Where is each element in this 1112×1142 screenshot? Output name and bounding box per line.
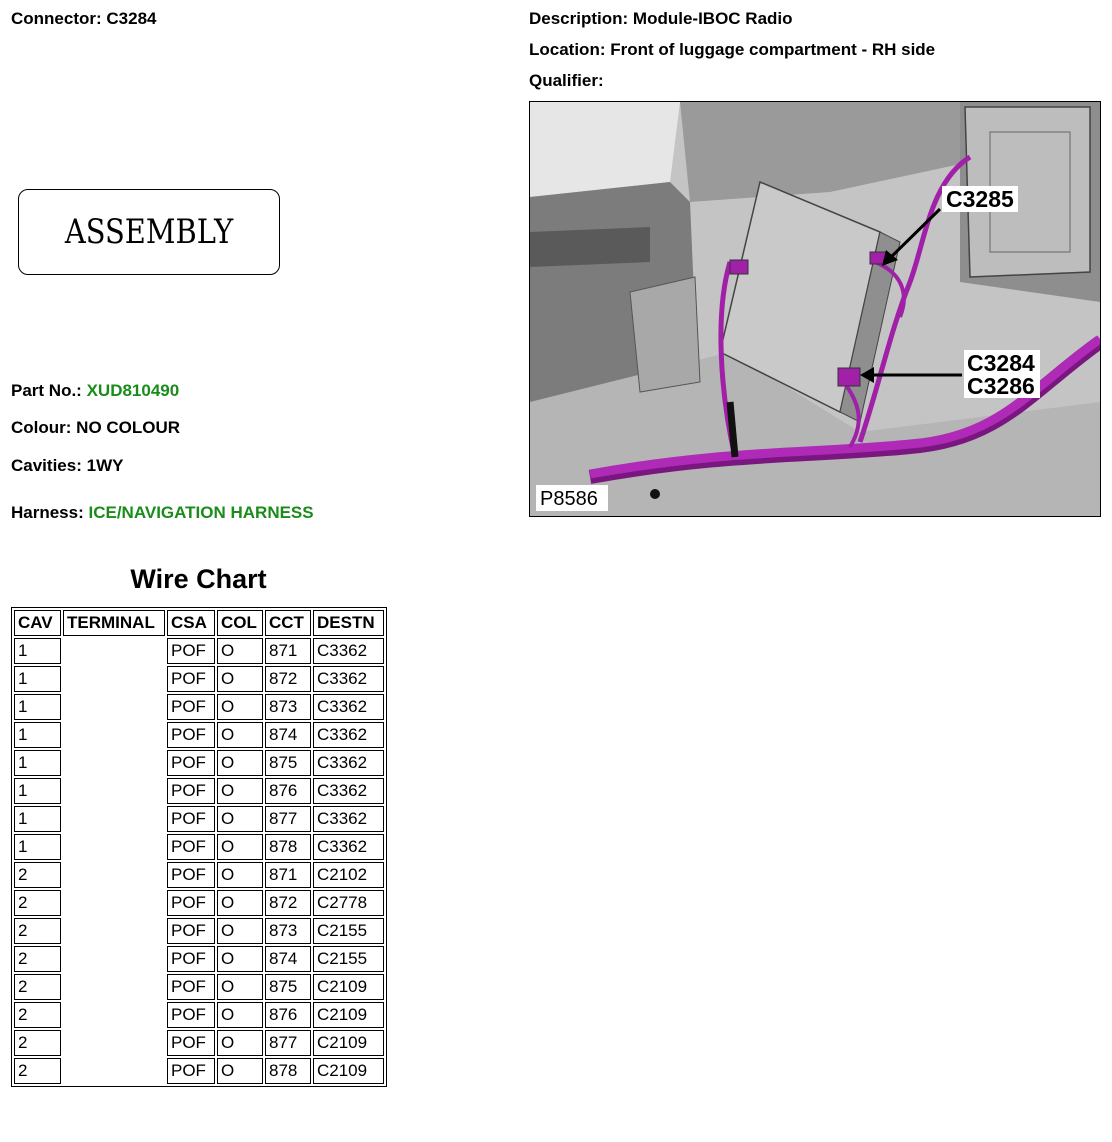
destn-cell: C2778 <box>313 890 384 916</box>
col-cell: O <box>217 778 263 804</box>
col-cell: O <box>217 1030 263 1056</box>
destn-cell: C2109 <box>313 1030 384 1056</box>
wire-chart-table <box>11 607 387 1087</box>
destn-cell: C2102 <box>313 862 384 888</box>
cct-cell: 871 <box>265 638 311 664</box>
destn-cell: C3362 <box>313 666 384 692</box>
header-col: COL <box>217 610 263 636</box>
cct-cell: 874 <box>265 946 311 972</box>
wire-chart-body <box>14 638 384 1084</box>
colour-label: Colour: <box>11 418 72 437</box>
connector-value: C3284 <box>106 9 157 28</box>
destn-cell: C3362 <box>313 750 384 776</box>
header-terminal: TERMINAL <box>63 610 165 636</box>
cct-cell: 876 <box>265 778 311 804</box>
destn-cell: C2109 <box>313 974 384 1000</box>
csa-cell: POF <box>167 1030 215 1056</box>
col-cell: O <box>217 694 263 720</box>
cct-cell: 876 <box>265 1002 311 1028</box>
description-line <box>529 9 793 29</box>
destn-cell: C3362 <box>313 778 384 804</box>
table-row <box>14 638 384 664</box>
trim-slot <box>530 227 650 267</box>
location-illustration <box>530 102 1100 516</box>
cct-cell: 874 <box>265 722 311 748</box>
wire-chart-header-row <box>14 610 384 636</box>
cav-cell: 1 <box>14 694 61 720</box>
part-no-link[interactable]: XUD810490 <box>86 381 180 400</box>
c3284-label: C3284 <box>967 350 1035 376</box>
harness-label: Harness: <box>11 503 84 522</box>
cav-cell: 1 <box>14 778 61 804</box>
cavities-value: 1WY <box>86 456 124 475</box>
csa-cell: POF <box>167 1058 215 1084</box>
csa-cell: POF <box>167 750 215 776</box>
location-label: Location: <box>529 40 606 59</box>
col-cell: O <box>217 638 263 664</box>
col-cell: O <box>217 666 263 692</box>
destn-cell: C3362 <box>313 834 384 860</box>
location-photo <box>529 101 1101 517</box>
cav-cell: 1 <box>14 750 61 776</box>
col-cell: O <box>217 946 263 972</box>
csa-cell: POF <box>167 974 215 1000</box>
csa-cell: POF <box>167 890 215 916</box>
c3284-connector <box>838 368 860 386</box>
col-cell: O <box>217 1058 263 1084</box>
csa-cell: POF <box>167 666 215 692</box>
cav-cell: 2 <box>14 1030 61 1056</box>
csa-cell: POF <box>167 694 215 720</box>
cct-cell: 877 <box>265 806 311 832</box>
black-lead <box>730 402 735 457</box>
part-no-label: Part No.: <box>11 381 82 400</box>
cct-cell: 872 <box>265 890 311 916</box>
header-cct: CCT <box>265 610 311 636</box>
photo-ref-label: P8586 <box>540 488 598 510</box>
destn-cell: C3362 <box>313 722 384 748</box>
header-cav: CAV <box>14 610 61 636</box>
description-value: Module-IBOC Radio <box>632 9 793 28</box>
cct-cell: 878 <box>265 1058 311 1084</box>
csa-cell: POF <box>167 946 215 972</box>
destn-cell: C2109 <box>313 1058 384 1084</box>
cavities-line <box>11 456 123 476</box>
cav-cell: 2 <box>14 918 61 944</box>
header-destn: DESTN <box>313 610 384 636</box>
floor-hole <box>650 489 660 499</box>
cav-cell: 2 <box>14 974 61 1000</box>
cav-cell: 1 <box>14 834 61 860</box>
harness-line <box>11 503 314 523</box>
col-cell: O <box>217 890 263 916</box>
cavities-label: Cavities: <box>11 456 82 475</box>
connector-line <box>11 9 157 29</box>
csa-cell: POF <box>167 778 215 804</box>
cav-cell: 2 <box>14 1002 61 1028</box>
cav-cell: 1 <box>14 806 61 832</box>
cav-cell: 1 <box>14 666 61 692</box>
left-connector <box>730 260 748 274</box>
cav-cell: 2 <box>14 890 61 916</box>
part-no-line <box>11 381 179 401</box>
csa-cell: POF <box>167 862 215 888</box>
destn-cell: C2155 <box>313 946 384 972</box>
csa-cell: POF <box>167 806 215 832</box>
upper-left-panel <box>530 102 680 197</box>
cct-cell: 875 <box>265 750 311 776</box>
qualifier-label: Qualifier: <box>529 71 604 90</box>
destn-cell: C2109 <box>313 1002 384 1028</box>
colour-line <box>11 418 180 438</box>
terminal-cell <box>63 638 165 1084</box>
col-cell: O <box>217 806 263 832</box>
cct-cell: 873 <box>265 918 311 944</box>
cav-cell: 1 <box>14 722 61 748</box>
cct-cell: 878 <box>265 834 311 860</box>
connector-label: Connector: <box>11 9 102 28</box>
col-cell: O <box>217 1002 263 1028</box>
harness-link[interactable]: ICE/NAVIGATION HARNESS <box>88 503 314 522</box>
col-cell: O <box>217 918 263 944</box>
destn-cell: C3362 <box>313 638 384 664</box>
assembly-label: ASSEMBLY <box>64 212 234 252</box>
cav-cell: 1 <box>14 638 61 664</box>
csa-cell: POF <box>167 638 215 664</box>
col-cell: O <box>217 862 263 888</box>
csa-cell: POF <box>167 918 215 944</box>
col-cell: O <box>217 722 263 748</box>
cct-cell: 872 <box>265 666 311 692</box>
destn-cell: C2155 <box>313 918 384 944</box>
header-csa: CSA <box>167 610 215 636</box>
location-value: Front of luggage compartment - RH side <box>610 40 936 59</box>
csa-cell: POF <box>167 834 215 860</box>
cav-cell: 2 <box>14 1058 61 1084</box>
description-label: Description: <box>529 9 629 28</box>
c3285-label: C3285 <box>946 186 1014 212</box>
col-cell: O <box>217 974 263 1000</box>
col-cell: O <box>217 750 263 776</box>
colour-value: NO COLOUR <box>76 418 181 437</box>
cct-cell: 875 <box>265 974 311 1000</box>
c3286-label: C3286 <box>967 373 1035 399</box>
col-cell: O <box>217 834 263 860</box>
cct-cell: 877 <box>265 1030 311 1056</box>
cav-cell: 2 <box>14 862 61 888</box>
cct-cell: 871 <box>265 862 311 888</box>
csa-cell: POF <box>167 1002 215 1028</box>
destn-cell: C3362 <box>313 694 384 720</box>
location-line <box>529 40 935 60</box>
qualifier-line <box>529 71 604 91</box>
cav-cell: 2 <box>14 946 61 972</box>
assembly-box <box>18 189 280 275</box>
mount-bracket <box>630 277 700 392</box>
destn-cell: C3362 <box>313 806 384 832</box>
csa-cell: POF <box>167 722 215 748</box>
cct-cell: 873 <box>265 694 311 720</box>
wire-chart-title: Wire Chart <box>130 564 267 594</box>
